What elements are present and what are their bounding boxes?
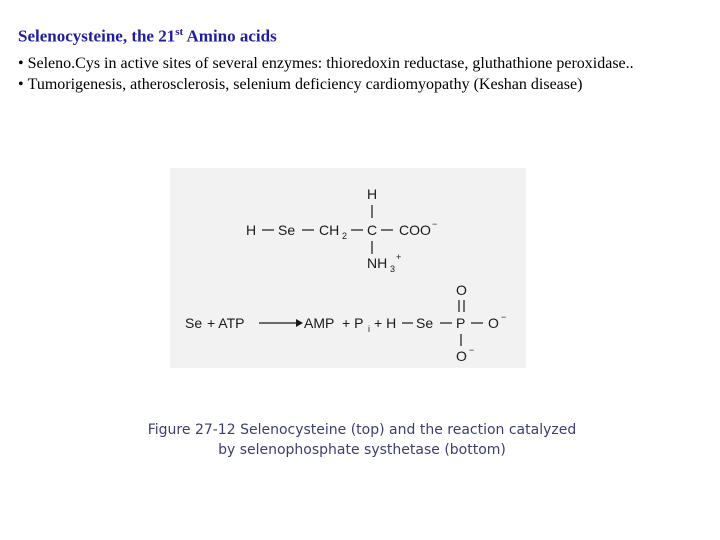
bullet-list (18, 53, 634, 95)
oxygen-bottom-charge: − (469, 345, 475, 355)
carboxylate-charge: − (432, 219, 438, 229)
amino-charge: + (396, 252, 402, 262)
title-superscript: st (175, 26, 184, 38)
reaction-arrowhead (296, 319, 303, 327)
se-atom-2: Se (416, 315, 434, 331)
phosphorus-atom: P (456, 315, 466, 331)
amino-subscript: 3 (390, 264, 396, 274)
oxygen-right-charge: − (501, 312, 507, 322)
ch2-group: CH (319, 222, 340, 238)
reaction-diagram (170, 168, 526, 368)
title-main: Selenocysteine, the 21 (18, 26, 176, 46)
pi-product: + P (342, 315, 364, 331)
h-left-atom: H (246, 222, 257, 238)
bullet-item: • Seleno.Cys in active sites of several enzymes: thioredoxin reductase, gluthathione peroxidase.. (18, 53, 634, 74)
oxygen-top: O (456, 282, 467, 298)
carboxylate-group: COO (399, 222, 431, 238)
amp-product: AMP (304, 315, 335, 331)
amino-group: NH (367, 255, 388, 271)
slide-title (18, 26, 277, 47)
oxygen-bottom: O (456, 348, 467, 364)
figure-panel (170, 168, 526, 368)
h-selenophosphate: + H (374, 315, 397, 331)
selenide-reactant: Se (185, 315, 203, 331)
figure-caption (140, 420, 584, 460)
bullet-item: • Tumorigenesis, atherosclerosis, selenium deficiency cardiomyopathy (Keshan disease) (18, 74, 634, 95)
alpha-carbon: C (367, 222, 378, 238)
caption-line: by selenophosphate systhetase (bottom) (218, 442, 506, 458)
caption-line: Figure 27-12 Selenocysteine (top) and the reaction catalyzed (147, 422, 577, 438)
se-atom: Se (278, 222, 296, 238)
atp-reactant: + ATP (207, 315, 245, 331)
h-top-atom: H (367, 186, 378, 202)
title-rest: Amino acids (183, 26, 277, 46)
oxygen-right: O (488, 315, 499, 331)
pi-subscript: i (368, 324, 370, 334)
ch2-subscript: 2 (342, 231, 348, 241)
